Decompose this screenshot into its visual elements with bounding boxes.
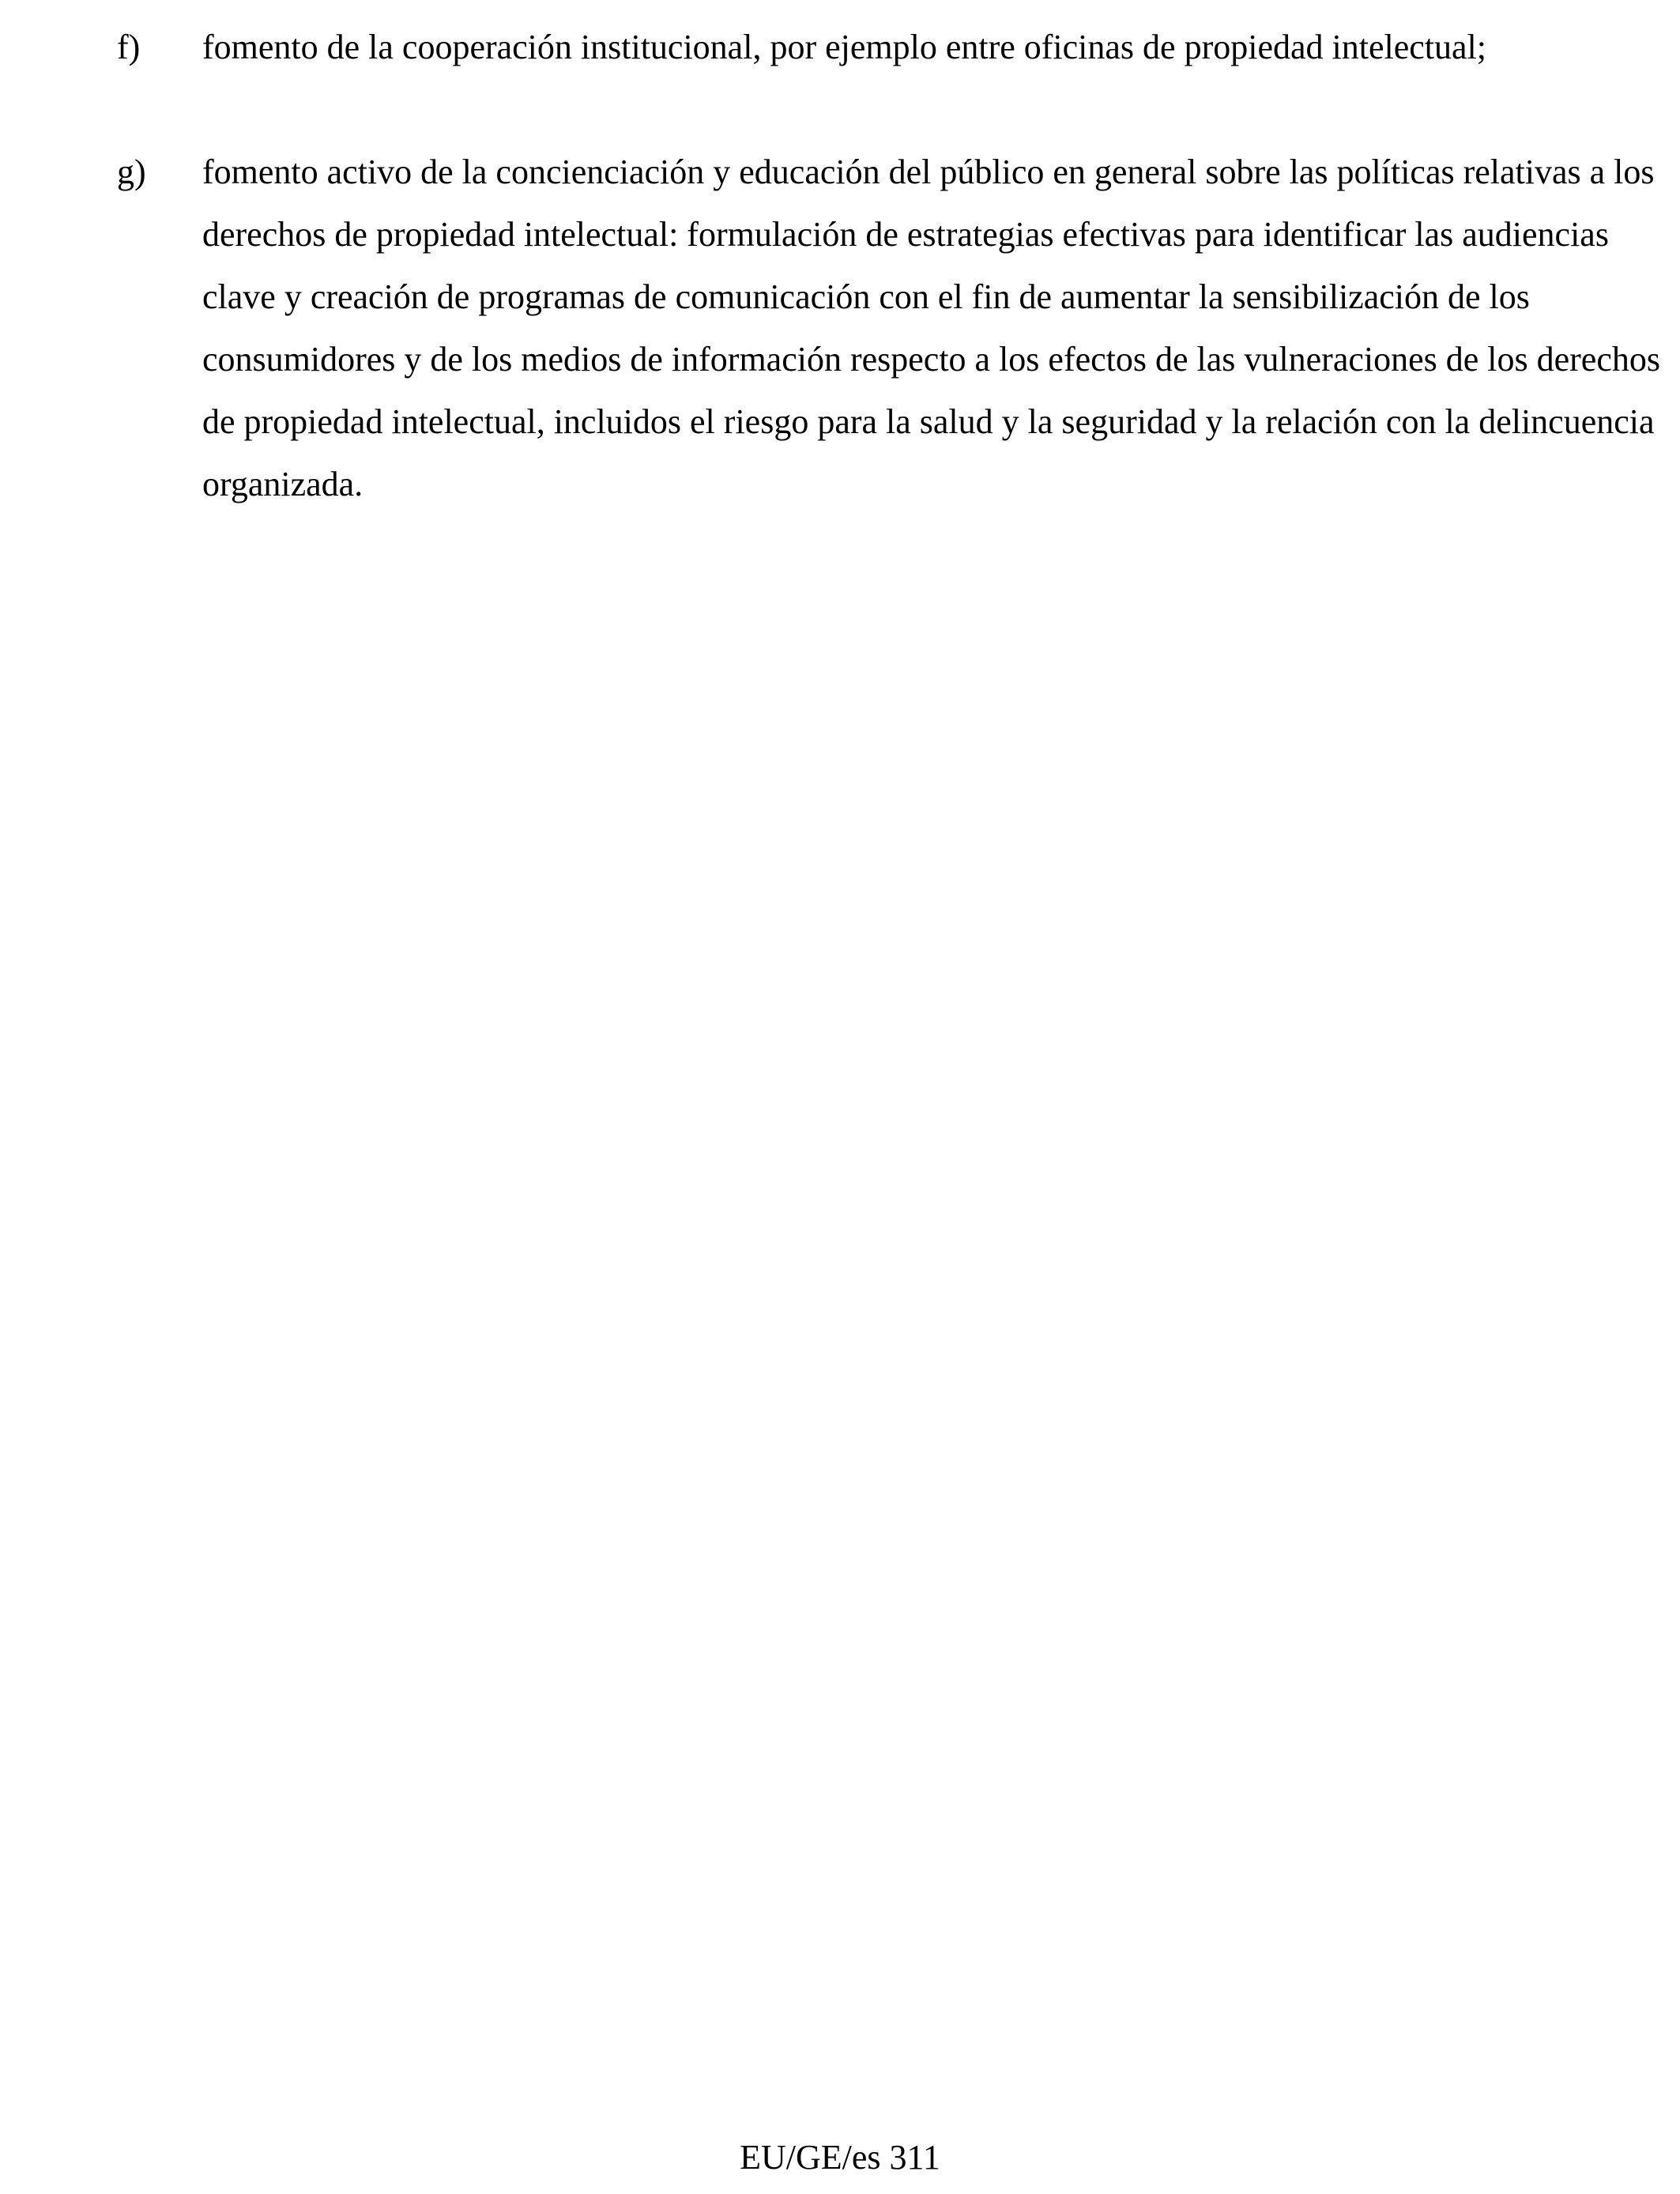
list-item-label: f) bbox=[117, 28, 141, 66]
list-item-text: fomento activo de la concienciación y educación del público en general sobre las políticas relativas a los derechos de propiedad intelectual: formulación de estrategias efectivas para identificar las audiencias clave y creación de programas de comunicación con el fin de aumentar la sensibilización de los consumidores y de los medios de información respecto a los efectos de las vulneraciones de los derechos de propiedad intelectual, incluidos el riesgo para la salud y la seguridad y la relación con la delincuencia organizada. bbox=[202, 153, 1660, 503]
page-footer-reference: EU/GE/es 311 bbox=[740, 2138, 940, 2177]
list-item-label: g) bbox=[117, 153, 146, 191]
list-item-text: fomento de la cooperación institucional, por ejemplo entre oficinas de propiedad intelectual; bbox=[202, 28, 1486, 66]
